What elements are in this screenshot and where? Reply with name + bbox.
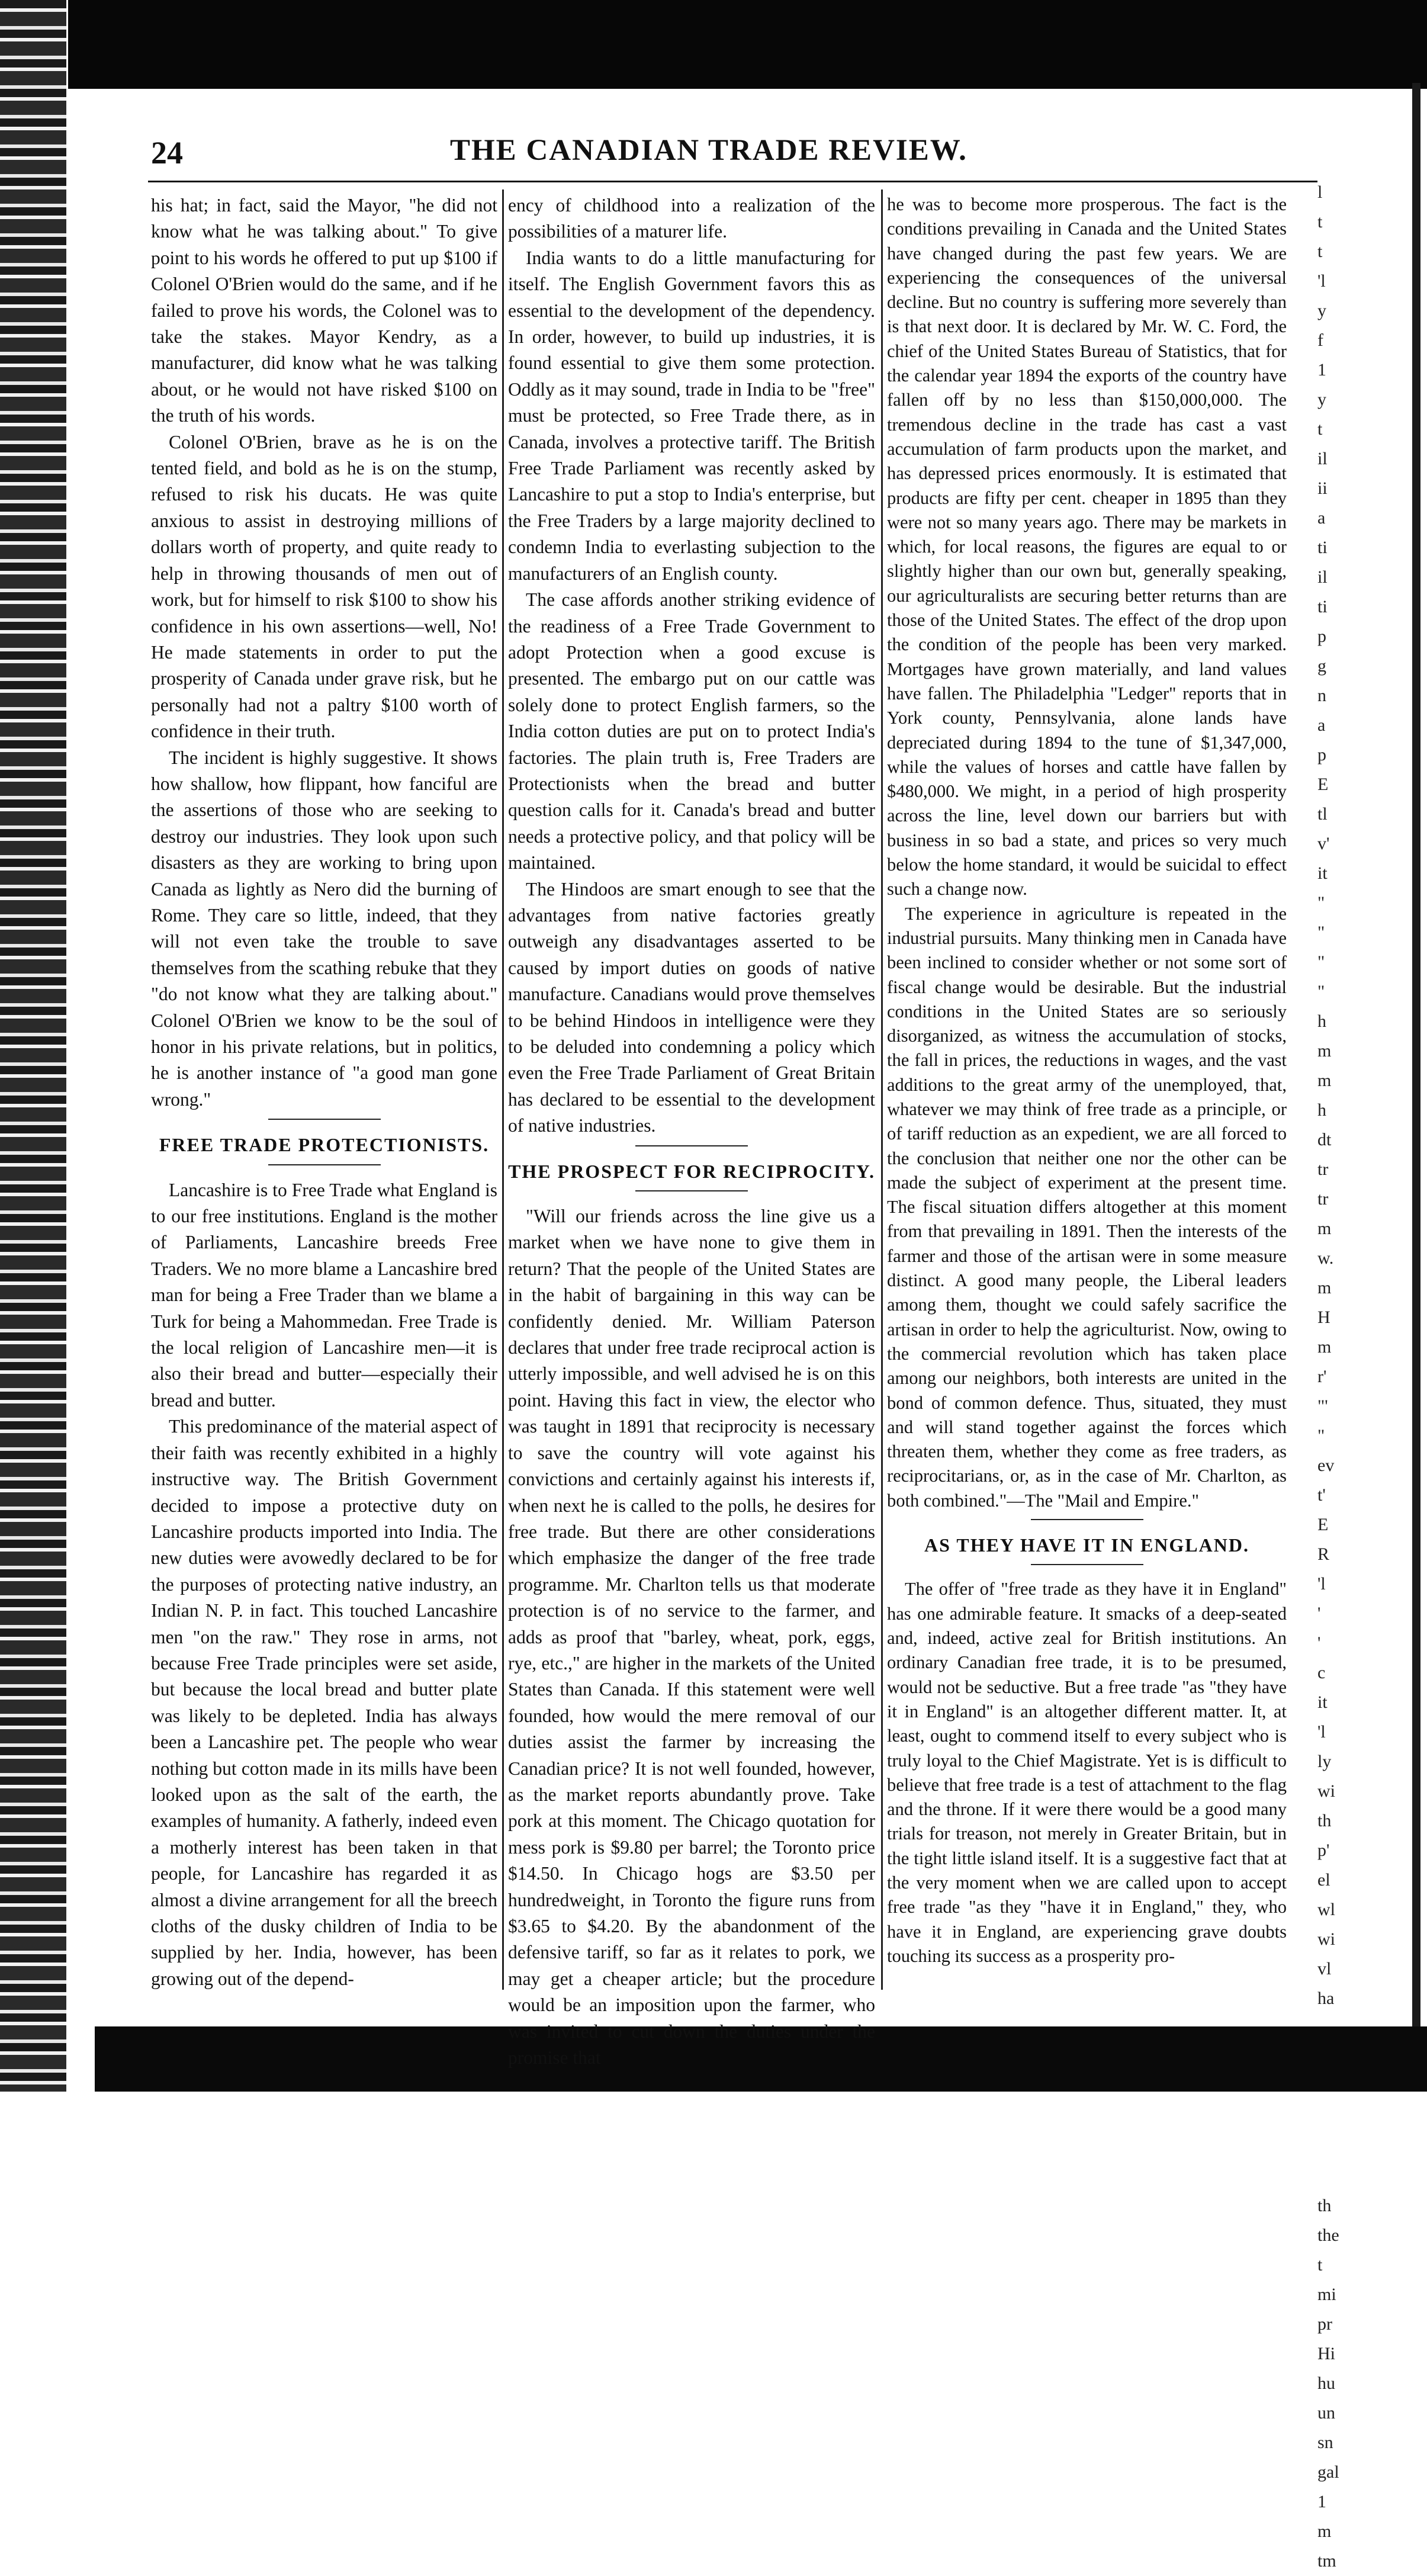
margin-fragment: wl bbox=[1317, 1900, 1335, 1919]
margin-fragment: wi bbox=[1317, 1781, 1335, 1801]
col1-section-paragraph: Lancashire is to Free Trade what England is to our free institutions. England is the mother of Parliaments, Lancashire breeds Free Traders. We no more blame a Lancashire bred man for being a Free Trader than we blame a Turk for being a Mahommedan. Free Trade is the local religion of Lancashire men—it is also their bread and butter—especially their bread and butter. bbox=[151, 1179, 497, 1411]
margin-fragment: y bbox=[1317, 390, 1326, 409]
margin-fragment: tr bbox=[1317, 1189, 1329, 1209]
margin-fragment: m bbox=[1317, 1041, 1332, 1061]
margin-fragment: th bbox=[1317, 2196, 1332, 2215]
margin-fragment: E bbox=[1317, 775, 1329, 794]
running-title: THE CANADIAN TRADE REVIEW. bbox=[450, 134, 968, 167]
margin-fragment: t bbox=[1317, 2255, 1323, 2275]
margin-fragment: il bbox=[1317, 449, 1328, 468]
margin-fragment: " bbox=[1317, 923, 1325, 942]
margin-fragment: a bbox=[1317, 715, 1326, 735]
margin-fragment: H bbox=[1317, 1308, 1330, 1327]
margin-fragment: " bbox=[1317, 982, 1325, 1001]
adjacent-page-fragments bbox=[1317, 178, 1412, 2571]
column-3 bbox=[887, 192, 1287, 2002]
margin-fragment bbox=[1317, 2043, 1412, 2073]
column-1 bbox=[151, 192, 497, 2002]
col3-section-paragraph: The offer of "free trade as they have it in England" has one admirable feature. It smacks of a deep-seated and, indeed, active zeal for British institutions. An ordinary Canadian free trade, it is to be presumed, would not be seductive. But a free trade "as "they have it in England" is an altogether different matter. It, at least, ought to commend itself to every subject who is truly loyal to the Chief Magistrate. Yet is is difficult to believe that free trade is a test of attachment to the flag and the throne. If it were there would be a good many trials for treason, not merely in Greater Britain, but in the tight little island itself. It is a suggestive fact that at the very moment when we are called upon to accept free trade "as they "have it in England," they, who have it in England, are experiencing grave doubts touching its success as a prosperity pro- bbox=[887, 1579, 1287, 1966]
col1-paragraph: The incident is highly suggestive. It shows how shallow, how flippant, how fanciful are the assertions of those who are seeking to destroy our industries. They look upon such disasters as they are working to bring upon Canada as lightly as Nero did the burning of Rome. They care so little, indeed, that they will not even take the trouble to save themselves from the scathing rebuke that they "do not know what they are talking about." Colonel O'Brien we know to be the soul of honor in his private relations, but in politics, he is another instance of "a good man gone wrong." bbox=[151, 747, 497, 1110]
section-rule bbox=[268, 1119, 381, 1120]
margin-fragment: ev bbox=[1317, 1456, 1335, 1475]
margin-fragment: l bbox=[1317, 182, 1323, 202]
margin-fragment: 1 bbox=[1317, 360, 1326, 380]
margin-fragment bbox=[1317, 2102, 1412, 2132]
margin-fragment: h bbox=[1317, 1100, 1326, 1120]
margin-fragment: m bbox=[1317, 1278, 1332, 1297]
margin-fragment: m bbox=[1317, 2522, 1332, 2541]
margin-fragment: t bbox=[1317, 419, 1323, 439]
margin-fragment bbox=[1317, 2013, 1412, 2043]
margin-fragment: pr bbox=[1317, 2314, 1332, 2334]
margin-fragment: ti bbox=[1317, 597, 1328, 616]
col2-paragraph: The Hindoos are smart enough to see that the advantages from native factories greatly outweigh any disadvantages asserted to be caused by import duties on goods of native manufacture. Canadians would prove themselves to be behind Hindoos in intelligence were they to be deluded into condemning a policy which even the Free Trade Parliament of Great Britain has declared to be essential to the development of native industries. bbox=[508, 878, 875, 1136]
section-rule bbox=[1031, 1519, 1143, 1520]
margin-fragment: gal bbox=[1317, 2462, 1339, 2482]
margin-fragment: wi bbox=[1317, 1929, 1335, 1949]
margin-fragment: h bbox=[1317, 1011, 1326, 1031]
column-2 bbox=[508, 192, 875, 2068]
margin-fragment: ti bbox=[1317, 538, 1328, 557]
margin-fragment: g bbox=[1317, 656, 1326, 676]
margin-fragment: sn bbox=[1317, 2433, 1333, 2452]
margin-fragment: it bbox=[1317, 863, 1328, 883]
col2-paragraph: The case affords another striking evidence of the readiness of a Free Trade Government to adopt Protection when a good excuse is presented. The embargo put on our cattle was solely done to protect English farmers, so the India cotton duties are put on to protect India's factories. The plain truth is, Free Traders are Protectionists when the bread and butter question calls for it. Canada's bread and butter needs a protective policy, and that policy will be maintained. bbox=[508, 589, 875, 873]
margin-fragment: the bbox=[1317, 2225, 1339, 2245]
column-rule bbox=[881, 189, 883, 1990]
col3-paragraph: he was to become more prosperous. The fact is the conditions prevailing in Canada and the United States have changed during the past few years. We are experiencing the consequences of the universal decline. But no country is suffering more severely than is that next door. It is declared by Mr. W. C. Ford, the chief of the United States Bureau of Statistics, that for the calendar year 1894 the exports of the country have fallen off by no less than $150,000,000. The tremendous decline in the trade has cast a vast accumulation of farm products upon the market, and has depressed prices enormously. It is estimated that products are fifty per cent. cheaper in 1895 than they were not so many years ago. There may be markets in which, for local reasons, the figures are equal to or slightly higher than our own but, generally speaking, our agriculturalists are securing better returns than are those of the United States. The effect of the drop upon the condition of the people has been very marked. Mortgages have grown materially, and land values have fallen. The Philadelphia "Ledger" reports that in York county, Pennsylvania, alone lands have depreciated during 1894 to the tune of $1,347,000, while the values of horses and cattle have fallen by $480,000. We might, in a period of high prosperity across the line, level down our barriers but with business in so bad a state, and prices so very much below the home standard, it would be suicidal to effect such a change now. bbox=[887, 194, 1287, 900]
margin-fragment: m bbox=[1317, 1071, 1332, 1090]
margin-fragment: dt bbox=[1317, 1130, 1332, 1149]
margin-fragment: v' bbox=[1317, 834, 1330, 853]
margin-fragment: hu bbox=[1317, 2373, 1335, 2393]
column-rule bbox=[502, 189, 504, 1990]
margin-fragment: ' bbox=[1317, 1604, 1321, 1623]
col1-section-paragraph: This predominance of the material aspect of their faith was recently exhibited in a highly instructive way. The British Government decided to impose a protective duty on Lancashire products imported into India. The new duties were avowedly declared to be for the purposes of protecting native industry, an Indian N. P. in fact. This touched Lancashire men "on the raw." They rose in arms, not because Free Trade principles were set aside, but because the local bread and butter plate was likely to be depleted. India has always been a Lancashire pet. The people who wear nothing but cotton made in its mills have been looked upon as the salt of the earth, the examples of humanity. A fatherly, indeed even a motherly interest has been taken in that people, for Lancashire has regarded it as almost a divine arrangement for all the breech cloths of the dusky children of India to be supplied by her. India, however, has been growing out of the depend- bbox=[151, 1416, 497, 1989]
margin-fragment: 'l bbox=[1317, 1574, 1326, 1594]
col1-paragraph: Colonel O'Brien, brave as he is on the tented field, and bold as he is on the stump, refused to risk his ducats. He was quite anxious to assist in destroying millions of dollars worth of property, and quite ready to help in throwing thousands of men out of work, but for himself to risk $100 to show his confidence in his own assertions—well, No! He made statements in order to put the prosperity of Canada under grave risk, but he personally had not a paltry $100 worth of confidence in their truth. bbox=[151, 431, 497, 742]
margin-fragment: p bbox=[1317, 627, 1326, 646]
section-rule bbox=[635, 1190, 748, 1191]
col2-paragraph: ency of childhood into a realization of the possibilities of a maturer life. bbox=[508, 195, 875, 242]
margin-fragment: " bbox=[1317, 952, 1325, 972]
section-rule bbox=[268, 1164, 381, 1165]
margin-fragment: Hi bbox=[1317, 2344, 1335, 2363]
margin-fragment: " bbox=[1317, 893, 1325, 913]
section-heading-prospect-for-reciprocity: THE PROSPECT FOR RECIPROCITY. bbox=[508, 1160, 875, 1182]
section-rule bbox=[635, 1145, 748, 1146]
col1-paragraph: his hat; in fact, said the Mayor, "he did not know what he was talking about." To give point to his words he offered to put up $100 if Colonel O'Brien would do the same, and if he failed to prove his words, the Colonel was to take the stakes. Mayor Kendry, as a manufacturer, did know what he was talking about, or he would not have risked $100 on the truth of his words. bbox=[151, 195, 497, 426]
margin-fragment: t' bbox=[1317, 1485, 1326, 1505]
page-number: 24 bbox=[151, 135, 183, 171]
margin-fragment: t bbox=[1317, 212, 1323, 232]
scan-right-border bbox=[1412, 83, 1420, 2092]
margin-fragment: E bbox=[1317, 1515, 1329, 1534]
margin-fragment: r' bbox=[1317, 1367, 1327, 1386]
margin-fragment: m bbox=[1317, 1337, 1332, 1357]
margin-fragment bbox=[1317, 2161, 1412, 2191]
margin-fragment: ii bbox=[1317, 478, 1328, 498]
margin-fragment: el bbox=[1317, 1870, 1330, 1890]
margin-fragment: w. bbox=[1317, 1248, 1334, 1268]
margin-fragment: tl bbox=[1317, 804, 1328, 824]
margin-fragment: t bbox=[1317, 242, 1323, 261]
margin-fragment: R bbox=[1317, 1544, 1330, 1564]
margin-fragment: f bbox=[1317, 330, 1323, 350]
section-heading-free-trade-protectionists: FREE TRADE PROTECTIONISTS. bbox=[159, 1134, 490, 1156]
col2-paragraph: India wants to do a little manufacturing for itself. The English Government favors this as essential to the development of the dependency. In order, however, to build up industries, it is found essential to give them some protection. Oddly as it may sound, trade in India to be "free" must be protected, so Free Trade there, as in Canada, involves a protective tariff. The British Free Trade Parliament was recently asked by Lancashire to put a stop to India's enterprise, but the Free Traders by a large majority declined to condemn India to everlasting subjection to the manufacturers of an English county. bbox=[508, 247, 875, 584]
margin-fragment: y bbox=[1317, 301, 1326, 320]
margin-fragment: m bbox=[1317, 1219, 1332, 1238]
section-heading-as-they-have-it-in-england: AS THEY HAVE IT IN ENGLAND. bbox=[924, 1534, 1249, 1556]
margin-fragment: 'l bbox=[1317, 271, 1326, 291]
margin-fragment: ' bbox=[1317, 1633, 1321, 1653]
margin-fragment: c bbox=[1317, 1663, 1326, 1682]
margin-fragment: ha bbox=[1317, 1989, 1335, 2008]
margin-fragment: " bbox=[1317, 1426, 1325, 1446]
col3-paragraph: The experience in agriculture is repeated in the industrial pursuits. Many thinking men in Canada have been inclined to consider whether or not some sort of fiscal change would be desirable. But the industrial conditions in the United States are so seriously disorganized, as witness the accumulation of stocks, the fall in prices, the reductions in wages, and the vast additions to the great army of the unemployed, that, whatever we may think of free trade as a principle, or of tariff reduction as an expedient, we are all forced to the conclusion that neither one nor the other can be made the subject of experiment at the present time. The fiscal situation differs altogether at this moment from that prevailing in 1891. Then the interests of the farmer and those of the artisan were in some measure distinct. A good many people, the Liberal leaders among them, thought we could safely sacrifice the artisan in order to help the agriculturist. Now, owing to the commercial revolution which has taken place among our neighbors, both interests are united in the bond of common defence. Thus, situated, they must and will stand together against the forces which threaten them, whether they come as free traders, as reciprocitarians, or, as in the case of Mr. Charlton, as both combined."—The "Mail and Empire." bbox=[887, 903, 1287, 1511]
margin-fragment: 'l bbox=[1317, 1722, 1326, 1742]
col2-section-paragraph: "Will our friends across the line give us a market when we have none to give them in return? That the people of the United States are in the habit of bargaining in this way can be confidently denied. Mr. William Paterson declares that under free trade reciprocal action is utterly impossible, and well advised he is on this point. Having this fact in view, the elector who was taught in 1891 that reciprocity is necessary to save the country will vote against his convictions and certainly against his interests if, when next he is called to the polls, he desires for free trade. But there are other considerations which emphasize the danger of the free trade programme. Mr. Charlton tells us that moderate protection is of no service to the farmer, and adds as proof that "barley, wheat, pork, eggs, rye, etc.," are higher in the markets of the United States than Canada. If this statement were well founded, how would the mere removal of our duties assist the farmer by increasing the Canadian price? It is not well founded, however, as the market reports abundantly prove. Take pork at this moment. The Chicago quotation for mess pork is $9.80 per barrel; the Toronto price $14.50. In Chicago hogs are $3.50 per hundredweight, in Toronto the figure runs from $3.65 to $4.20. By the abandonment of the defensive tariff, so far as it relates to pork, we may get a cheaper article; but the procedure would be an imposition upon the farmer, who was invited to cut down the duties under the promise that bbox=[508, 1206, 875, 2068]
margin-fragment: il bbox=[1317, 567, 1328, 587]
margin-fragment: vl bbox=[1317, 1959, 1332, 1978]
margin-fragment: ly bbox=[1317, 1752, 1332, 1771]
header-rule bbox=[148, 181, 1317, 182]
margin-fragment: p' bbox=[1317, 1841, 1330, 1860]
section-rule bbox=[1031, 1564, 1143, 1565]
margin-fragment: p bbox=[1317, 745, 1326, 765]
scan-binding-edge bbox=[0, 0, 66, 2092]
margin-fragment: tm bbox=[1317, 2551, 1336, 2571]
scan-top-border bbox=[68, 0, 1427, 89]
margin-fragment: tr bbox=[1317, 1159, 1329, 1179]
margin-fragment: mi bbox=[1317, 2285, 1336, 2304]
margin-fragment: it bbox=[1317, 1692, 1328, 1712]
margin-fragment: un bbox=[1317, 2403, 1335, 2423]
margin-fragment: "' bbox=[1317, 1396, 1328, 1416]
margin-fragment: a bbox=[1317, 508, 1326, 528]
margin-fragment: n bbox=[1317, 686, 1326, 705]
margin-fragment: 1 bbox=[1317, 2492, 1326, 2511]
margin-fragment: th bbox=[1317, 1811, 1332, 1830]
margin-fragment bbox=[1317, 2073, 1412, 2102]
margin-fragment bbox=[1317, 2132, 1412, 2161]
